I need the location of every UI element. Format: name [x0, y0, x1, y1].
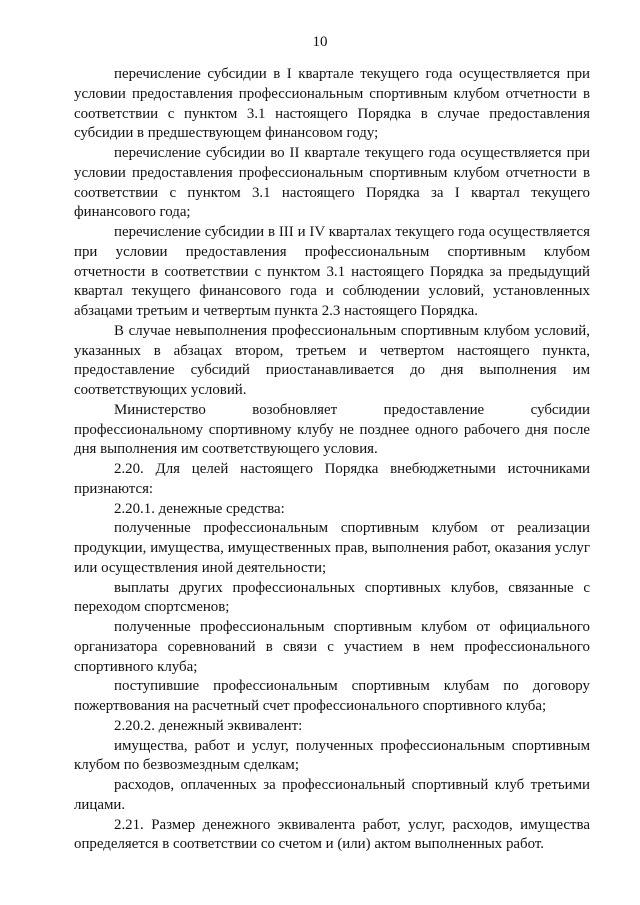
paragraph-ministry-resumes: Министерство возобновляет предоставление субсидии профессиональному спортивному клубу не позднее одного рабочего дня после дня выполнения им соответствующего условия. [74, 401, 590, 458]
paragraph-donations: поступившие профессиональным спортивным клубам по договору пожертвования на расчетный счет профессионального спортивного клуба; [74, 678, 590, 714]
paragraph-sales-income: полученные профессиональным спортивным клубом от реализации продукции, имущества, имущественных прав, выполнения работ, оказания услуг или осуществления иной деятельности; [74, 520, 590, 576]
page-number: 10 [312, 34, 328, 50]
paragraph-subsidy-q1: перечисление субсидии в I квартале текущего года осуществляется при условии предоставления профессиональным спортивным клубом отчетности в соответствии с пунктом 3.1 настоящего Порядка в случае предоставления субсидии в предшествующем финансовом году; [74, 66, 590, 142]
paragraph-transfer-payments: выплаты других профессиональных спортивных клубов, связанные с переходом спортсменов; [74, 579, 590, 616]
paragraph-organizer-income: полученные профессиональным спортивным клубом от официального организатора соревнований в связи с участием в нем профессионального спортивного клуба; [74, 619, 590, 675]
document-body [74, 65, 590, 855]
paragraph-non-fulfillment: В случае невыполнения профессиональным спортивным клубом условий, указанных в абзацах втором, третьем и четвертом настоящего пункта, предоставление субсидий приостанавливается до дня выполнения им соответствующих условий. [74, 322, 590, 398]
paragraph-2-20-1: 2.20.1. денежные средства: [114, 500, 285, 517]
paragraph-free-transactions: имущества, работ и услуг, полученных профессиональным спортивным клубом по безвозмездным сделкам; [74, 737, 590, 774]
paragraph-2-20-2: 2.20.2. денежный эквивалент: [114, 717, 303, 734]
paragraph-subsidy-q2: перечисление субсидии во II квартале текущего года осуществляется при условии предоставления профессиональным спортивным клубом отчетности в соответствии с пунктом 3.1 настоящего Порядка за I квартал текущего финансового года; [74, 145, 590, 221]
paragraph-2-21: 2.21. Размер денежного эквивалента работ, услуг, расходов, имущества определяется в соответствии со счетом и (или) актом выполненных работ. [74, 816, 590, 853]
paragraph-subsidy-q3-q4: перечисление субсидии в III и IV кварталах текущего года осуществляется при условии предоставления профессиональным спортивным клубом отчетности в соответствии с пунктом 3.1 настоящего Порядка за предыдущий квартал текущего финансового года и соблюдении условий, установленных абзацами третьим и четвертым пункта 2.3 настоящего Порядка. [74, 224, 590, 319]
paragraph-third-party-expenses: расходов, оплаченных за профессиональный спортивный клуб третьими лицами. [74, 777, 590, 813]
paragraph-2-20: 2.20. Для целей настоящего Порядка внебюджетными источниками признаются: [74, 461, 590, 497]
